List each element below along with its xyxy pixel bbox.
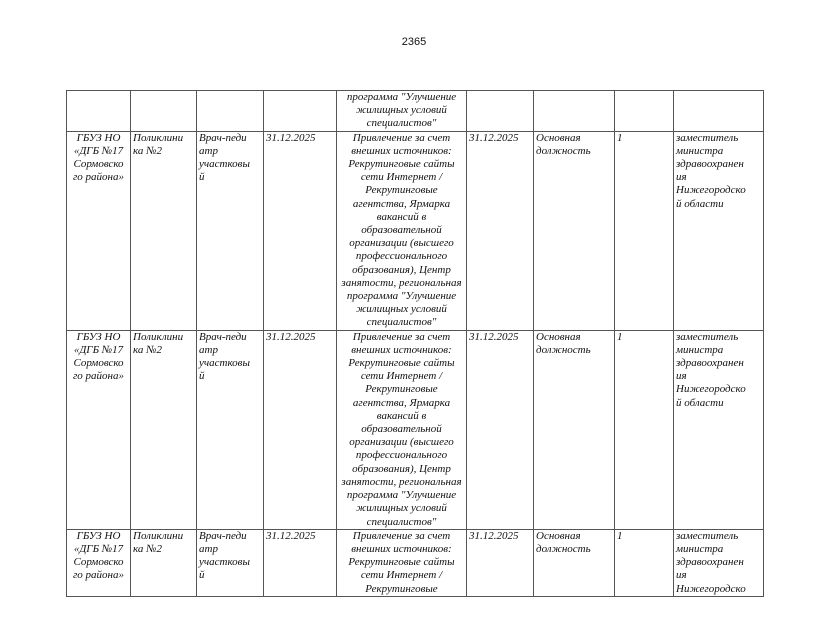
cell-date2: 31.12.2025 <box>467 131 534 330</box>
cell-source: программа "Улучшение жилищных условий специалистов" <box>337 91 467 132</box>
cell-org <box>67 91 131 132</box>
table-row <box>67 529 764 596</box>
cell-unit <box>131 91 197 132</box>
cell-source: Привлечение за счет внешних источников: Рекрутинговые сайты сети Интернет / Рекрутинговые агентства, Ярмарка вакансий в образовательной организации (высшего профессионального образования), Центр занятости, региональная программа "Улучшение жилищных условий специалистов" <box>337 330 467 529</box>
cell-unit: Поликлини ка №2 <box>131 529 197 596</box>
cell-qty <box>615 91 674 132</box>
cell-unit: Поликлини ка №2 <box>131 131 197 330</box>
cell-type <box>534 91 615 132</box>
cell-position: Врач-педи атр участковы й <box>197 529 264 596</box>
cell-responsible: заместитель министра здравоохранен ия Нижегородско й области <box>674 330 764 529</box>
table-row <box>67 91 764 132</box>
cell-org: ГБУЗ НО «ДГБ №17 Сормовско го района» <box>67 529 131 596</box>
cell-responsible: заместитель министра здравоохранен ия Нижегородско й области <box>674 131 764 330</box>
cell-date2 <box>467 91 534 132</box>
cell-source: Привлечение за счет внешних источников: Рекрутинговые сайты сети Интернет / Рекрутинговые <box>337 529 467 596</box>
cell-qty: 1 <box>615 131 674 330</box>
cell-qty: 1 <box>615 330 674 529</box>
cell-source: Привлечение за счет внешних источников: Рекрутинговые сайты сети Интернет / Рекрутинговые агентства, Ярмарка вакансий в образовательной организации (высшего профессионального образования), Центр занятости, региональная программа "Улучшение жилищных условий специалистов" <box>337 131 467 330</box>
table-row <box>67 330 764 529</box>
cell-date <box>264 91 337 132</box>
cell-date2: 31.12.2025 <box>467 330 534 529</box>
cell-date: 31.12.2025 <box>264 131 337 330</box>
table-row <box>67 131 764 330</box>
cell-date2: 31.12.2025 <box>467 529 534 596</box>
cell-type: Основная должность <box>534 529 615 596</box>
cell-position: Врач-педи атр участковы й <box>197 131 264 330</box>
staffing-table <box>66 90 764 597</box>
cell-date: 31.12.2025 <box>264 529 337 596</box>
cell-responsible <box>674 91 764 132</box>
cell-qty: 1 <box>615 529 674 596</box>
cell-org: ГБУЗ НО «ДГБ №17 Сормовско го района» <box>67 131 131 330</box>
cell-type: Основная должность <box>534 330 615 529</box>
cell-position: Врач-педи атр участковы й <box>197 330 264 529</box>
cell-unit: Поликлини ка №2 <box>131 330 197 529</box>
cell-date: 31.12.2025 <box>264 330 337 529</box>
cell-position <box>197 91 264 132</box>
cell-org: ГБУЗ НО «ДГБ №17 Сормовско го района» <box>67 330 131 529</box>
page-number: 2365 <box>401 36 427 48</box>
cell-type: Основная должность <box>534 131 615 330</box>
cell-responsible: заместитель министра здравоохранен ия Нижегородско <box>674 529 764 596</box>
